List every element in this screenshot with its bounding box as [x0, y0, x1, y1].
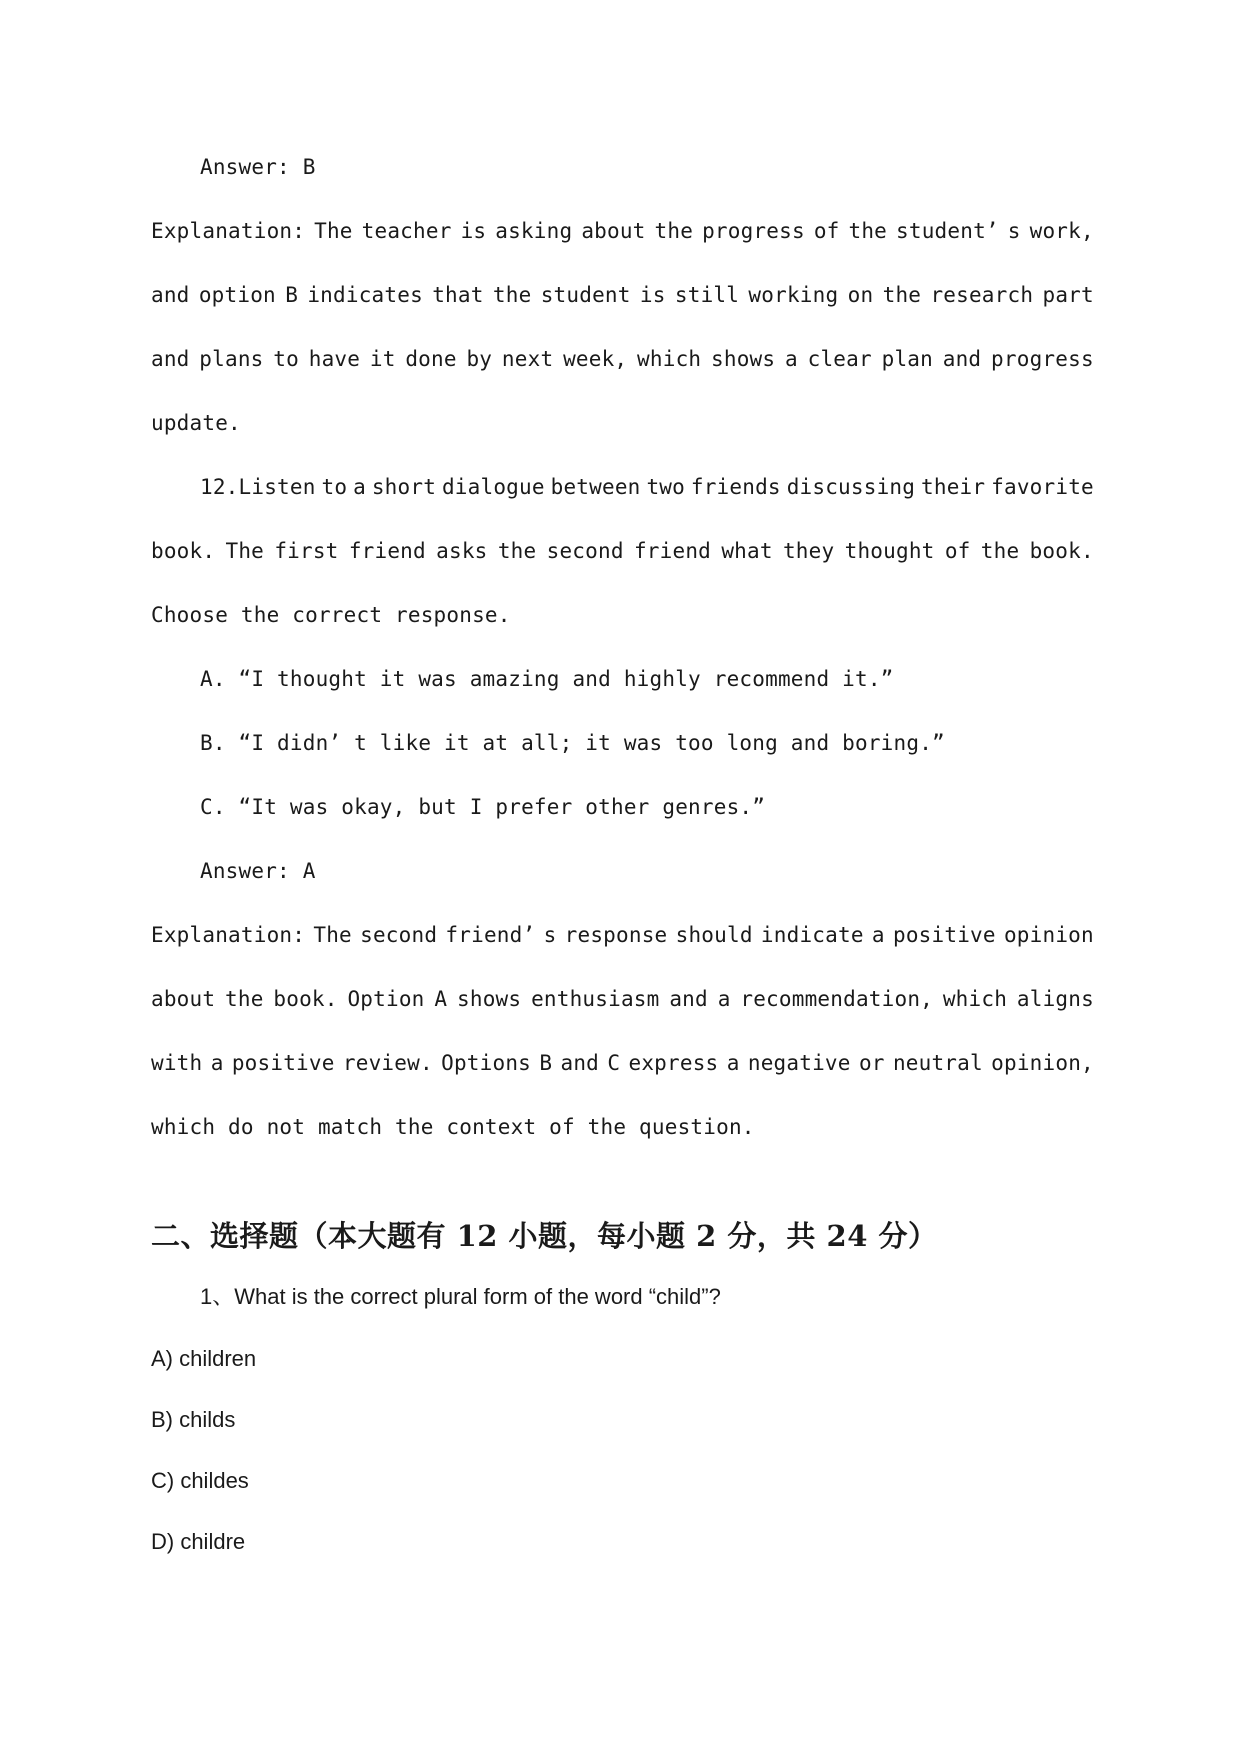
- word: the: [848, 219, 888, 243]
- word: which: [942, 987, 1008, 1011]
- q12-explanation-line-2: [151, 985, 1094, 1013]
- word: Explanation:: [151, 219, 306, 243]
- word: a: [353, 475, 366, 499]
- word: a: [726, 1051, 740, 1075]
- word: shows: [457, 987, 522, 1011]
- word: and: [151, 283, 190, 307]
- word: C: [607, 1051, 621, 1075]
- word: week,: [563, 347, 628, 371]
- word: and: [942, 347, 982, 371]
- word: to: [273, 347, 299, 371]
- word: friend: [348, 539, 426, 563]
- word: friend: [633, 539, 712, 563]
- word: Option: [347, 987, 425, 1011]
- word: short: [371, 475, 437, 499]
- q11-explanation-line-4: update.: [151, 411, 241, 435]
- q12-question-line-1: [200, 473, 1094, 501]
- word: negative: [747, 1051, 851, 1075]
- word: teacher: [361, 219, 452, 243]
- word: A: [434, 987, 448, 1011]
- word: opinion,: [991, 1051, 1094, 1075]
- word: positive: [231, 1051, 335, 1075]
- q12-option-b: B. “I didn’ t like it at all; it was too long and boring.”: [200, 731, 945, 755]
- word: discussing: [786, 475, 916, 499]
- mcq1-option-c: C) childes: [151, 1468, 249, 1493]
- word: a: [785, 347, 798, 371]
- word: of: [944, 539, 971, 563]
- word: their: [921, 475, 986, 499]
- word: positive: [892, 923, 996, 947]
- word: research: [930, 283, 1034, 307]
- word: friends: [690, 475, 781, 499]
- word: with: [151, 1051, 203, 1075]
- q12-explanation-line-4: which do not match the context of the question.: [151, 1115, 755, 1139]
- word: aligns: [1016, 987, 1094, 1011]
- word: s: [1007, 219, 1021, 243]
- word: what: [721, 539, 773, 563]
- word: a: [210, 1051, 224, 1075]
- word: dialogue: [441, 475, 545, 499]
- word: thought: [844, 539, 935, 563]
- mcq1-option-b: B) childs: [151, 1407, 236, 1432]
- q12-question-line-2: [151, 537, 1094, 565]
- q12-option-a: A. “I thought it was amazing and highly recommend it.”: [200, 667, 894, 691]
- word: a: [717, 987, 731, 1011]
- word: recommendation,: [740, 987, 934, 1011]
- word: two: [646, 475, 685, 499]
- word: progress: [991, 347, 1094, 371]
- word: it: [369, 347, 396, 371]
- mcq1-question: 1、What is the correct plural form of the word “child”?: [200, 1284, 721, 1309]
- q11-explanation-line-1: [151, 217, 1094, 245]
- word: which: [637, 347, 702, 371]
- q12-question-line-3: Choose the correct response.: [151, 603, 511, 627]
- word: s: [543, 923, 557, 947]
- word: done: [405, 347, 457, 371]
- word: indicate: [760, 923, 864, 947]
- word: express: [628, 1051, 719, 1075]
- word: of: [813, 219, 840, 243]
- q11-explanation-line-3: [151, 345, 1094, 373]
- word: between: [550, 475, 641, 499]
- word: option: [198, 283, 276, 307]
- word: book.: [273, 987, 338, 1011]
- word: shows: [711, 347, 776, 371]
- word: asks: [436, 539, 488, 563]
- word: clear: [807, 347, 872, 371]
- word: plans: [199, 347, 264, 371]
- word: enthusiasm: [531, 987, 660, 1011]
- word: the: [654, 219, 694, 243]
- word: second: [546, 539, 624, 563]
- word: indicates: [307, 283, 423, 307]
- word: working: [748, 283, 839, 307]
- word: B: [539, 1051, 553, 1075]
- word: they: [782, 539, 835, 563]
- word: a: [871, 923, 885, 947]
- word: next: [501, 347, 554, 371]
- word: B: [285, 283, 299, 307]
- word: favorite: [991, 475, 1094, 499]
- word: and: [151, 347, 190, 371]
- word: the: [225, 987, 264, 1011]
- word: about: [151, 987, 216, 1011]
- word: book.: [1029, 539, 1094, 563]
- word: the: [980, 539, 1020, 563]
- word: The: [314, 219, 353, 243]
- word: or: [858, 1051, 885, 1075]
- word: that: [432, 283, 484, 307]
- word: plan: [881, 347, 933, 371]
- word: work,: [1029, 219, 1094, 243]
- word: first: [274, 539, 339, 563]
- word: book.: [151, 539, 216, 563]
- mcq1-option-a: A) children: [151, 1346, 257, 1371]
- word: The: [313, 923, 352, 947]
- word: by: [466, 347, 493, 371]
- word: the: [492, 283, 532, 307]
- word: review.: [342, 1051, 433, 1075]
- section-heading: 二、选择题（本大题有 12 小题，每小题 2 分，共 24 分）: [151, 1219, 938, 1253]
- word: second: [360, 923, 438, 947]
- word: Options: [441, 1051, 532, 1075]
- word: still: [674, 283, 740, 307]
- word: and: [560, 1051, 600, 1075]
- word: and: [669, 987, 708, 1011]
- q12-answer: Answer: A: [200, 859, 316, 883]
- word: the: [497, 539, 537, 563]
- q11-answer: Answer: B: [200, 155, 316, 179]
- word: opinion: [1003, 923, 1094, 947]
- word: on: [847, 283, 874, 307]
- word: is: [639, 283, 666, 307]
- word: 12.Listen: [200, 475, 316, 499]
- q12-explanation-line-3: [151, 1049, 1094, 1077]
- word: The: [225, 539, 265, 563]
- q12-explanation-line-1: [151, 921, 1094, 949]
- q11-explanation-line-2: [151, 281, 1094, 309]
- word: student: [540, 283, 631, 307]
- q12-option-c: C. “It was okay, but I prefer other genres.”: [200, 795, 766, 819]
- word: about: [581, 219, 646, 243]
- mcq1-option-d: D) childre: [151, 1529, 246, 1554]
- word: have: [308, 347, 361, 371]
- word: progress: [702, 219, 805, 243]
- word: neutral: [892, 1051, 983, 1075]
- word: student’: [896, 219, 999, 243]
- word: part: [1042, 283, 1094, 307]
- word: friend’: [445, 923, 536, 947]
- word: to: [321, 475, 348, 499]
- word: Explanation:: [151, 923, 306, 947]
- word: asking: [495, 219, 573, 243]
- word: the: [882, 283, 922, 307]
- word: response: [564, 923, 668, 947]
- word: is: [460, 219, 487, 243]
- word: should: [675, 923, 753, 947]
